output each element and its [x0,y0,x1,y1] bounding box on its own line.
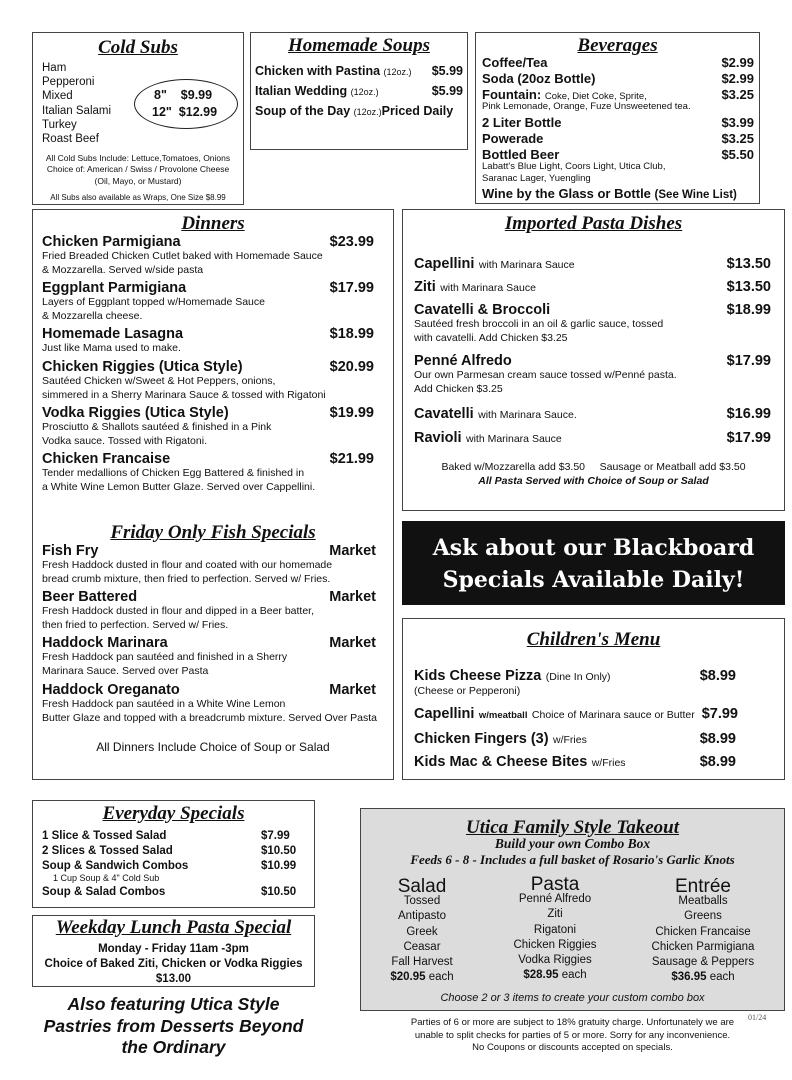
soup-row [255,104,463,124]
list-item: Greek [406,925,438,938]
item-name: Homemade Lasagna [42,326,184,342]
dinners-title: Dinners [181,213,245,234]
list-item: Chicken Parmigiana [651,940,755,953]
list-item: Penné Alfredo [518,893,592,906]
takeout-section [360,808,785,1011]
item-price: $17.99 [726,430,771,446]
beverage-name: Fountain: [482,87,542,102]
item-detail: with Marinara Sauce. [478,409,577,421]
special-price: $10.50 [261,886,297,898]
list-item: Antipasto [398,910,446,923]
beverage-name: Wine by the Glass or Bottle [482,186,651,201]
beverage-price: $2.99 [721,71,754,86]
combo-note: 1 Cup Soup & 4" Cold Sub [53,873,160,883]
note-line: (Oil, Mayo, or Mustard) [94,175,182,186]
takeout-feeds: Feeds 6 - 8 - Includes a full basket of Rosario's Garlic Knots [410,852,735,867]
item-desc: & Mozzarella. Served w/side pasta [42,263,204,276]
beverage-row [482,186,754,201]
takeout-column-entree [639,876,767,985]
menu-item [414,302,771,353]
list-item: Ziti [547,908,563,921]
column-each: each [561,969,587,982]
soup-name: Soup of the Day [255,104,351,118]
beverage-price: $3.25 [721,131,754,146]
item-desc: a White Wine Lemon Butter Glaze. Served over Cappellini. [42,480,316,493]
beverage-detail: Saranac Lager, Yuengling [482,172,591,184]
list-item: Vodka Riggies [518,954,592,967]
item-desc: with cavatelli. Add Chicken $3.25 [414,331,568,344]
special-row [42,845,297,860]
everyday-section [32,800,315,908]
item-desc: bread crumb mixture, then fried to perfection. Served w/ Fries. [42,572,331,585]
soup-row [255,84,463,104]
beverage-detail: Coke, Diet Coke, Sprite, [544,91,647,102]
lunch-line: Monday - Friday 11am -3pm [98,943,249,955]
special-price: $10.99 [261,860,297,872]
column-price: $20.95 [390,971,426,984]
column-head: Pasta [530,874,580,895]
soup-price: $5.99 [431,64,463,78]
item-detail: with Marinara Sauce [478,259,575,271]
beverage-note: (See Wine List) [654,189,737,201]
item-name: Ziti [414,279,436,295]
menu-item [414,353,771,405]
item-desc: Fresh Haddock dusted in flour and dipped in a Beer batter, [42,605,315,617]
item-detail: w/Fries [553,734,587,746]
menu-item [414,405,771,429]
beverages-title: Beverages [577,35,658,56]
menu-item [414,278,771,302]
item-price: $17.99 [726,353,771,369]
soup-size: (12oz.) [383,67,412,77]
item-name: Vodka Riggies (Utica Style) [42,405,229,421]
beverage-row [482,87,754,101]
size-label: 12" [152,105,172,119]
beverage-name: Powerade [482,131,544,146]
menu-item [42,234,374,280]
item-name: Haddock Oreganato [42,682,180,698]
item-desc: (Cheese or Pepperoni) [414,685,521,697]
menu-item [414,429,771,451]
list-item: Chicken Riggies [513,938,597,951]
item-desc: Tender medallions of Chicken Egg Battered & finished in [42,467,305,479]
list-item: Ceasar [403,940,441,953]
item-price: $13.50 [726,279,771,295]
item-name: Cavatelli [414,406,474,422]
takeout-subtitle: Build your own Combo Box [494,836,651,851]
menu-item [414,753,736,775]
pasta-title: Imported Pasta Dishes [504,213,683,234]
list-item: Fall Harvest [391,956,453,969]
item-name: Kids Cheese Pizza [414,668,542,684]
policy-line: Parties of 6 or more are subject to 18% gratuity charge. Unfortunately we are [410,1017,735,1028]
beverage-row [482,147,754,161]
beverage-detail: Pink Lemonade, Orange, Fuze Unsweetened tea. [482,101,691,112]
column-head: Entrée [675,876,731,897]
beverage-price: $3.25 [721,87,754,102]
everyday-title: Everyday Specials [102,803,245,824]
blackboard-line: Specials Available Daily! [442,567,745,593]
special-name: Soup & Sandwich Combos [42,860,189,872]
item-name: Chicken Parmigiana [42,234,181,250]
beverage-row [482,55,754,71]
menu-item [42,326,374,359]
item-detail: with Marinara Sauce [466,433,562,445]
list-item: Tossed [403,895,441,908]
soup-size: (12oz.) [353,107,382,117]
beverage-row [482,131,754,147]
beverage-name: Bottled Beer [482,147,560,162]
item-price: $20.99 [329,359,374,375]
item-price: $19.99 [329,405,374,421]
fish-note: All Dinners Include Choice of Soup or Salad [96,740,330,754]
item-desc: Marinara Sauce. Served over Pasta [42,664,209,677]
item-name: Penné Alfredo [414,353,512,369]
pastries-line: Pastries from Desserts Beyond [43,1015,304,1036]
item-price: $8.99 [699,754,736,770]
item-price: $18.99 [726,302,771,318]
lunch-price: $13.00 [155,973,192,985]
size-price: $12.99 [178,105,218,119]
item-name: Capellini [414,706,475,722]
item-name: Cavatelli & Broccoli [414,302,551,318]
list-item: Ham [42,62,67,74]
item-desc: Vodka sauce. Tossed with Rigatoni. [42,434,207,447]
menu-item [42,451,374,497]
soup-price: $5.99 [431,84,463,98]
item-name: Fish Fry [42,543,99,559]
beverage-price: $3.99 [721,115,754,130]
dinners-section [32,209,394,780]
item-price: Market [329,682,376,698]
item-name: Chicken Fingers (3) [414,731,549,747]
special-name: 2 Slices & Tossed Salad [42,845,173,857]
menu-item [42,543,376,589]
wrap-note: All Subs also available as Wraps, One Size $8.99 [50,193,226,202]
blackboard-line: Ask about our Blackboard [432,535,755,561]
item-price: $8.99 [699,731,736,747]
item-price: $7.99 [701,706,738,722]
item-price: $16.99 [726,406,771,422]
item-desc: Fresh Haddock pan sautéed and finished in a Sherry [42,651,288,663]
menu-item [414,667,736,685]
column-head: Salad [397,876,447,897]
item-desc: Fresh Haddock dusted in flour and coated with our homemade [42,559,333,571]
item-desc: Just like Mama used to make. [42,342,181,354]
cold-subs-list [42,61,111,146]
blackboard-banner [402,521,785,605]
item-detail: Choice of Marinara sauce or Butter [531,709,695,721]
soup-price: Priced Daily [381,104,454,118]
item-desc: Add Chicken $3.25 [414,382,503,395]
item-desc: Butter Glaze and topped with a breadcrumb mixture. Served Over Pasta [42,711,378,724]
takeout-column-salad [371,876,473,985]
soup-row [255,64,463,84]
pasta-note: All Pasta Served with Choice of Soup or Salad [478,475,709,487]
lunch-section [32,915,315,987]
menu-item [42,280,374,326]
special-price: $10.50 [261,845,297,857]
lunch-title: Weekday Lunch Pasta Special [55,917,292,938]
item-name: Beer Battered [42,589,138,605]
column-price: $28.95 [523,969,559,982]
sub-size-oval [134,79,238,129]
fish-title: Friday Only Fish Specials [110,522,316,543]
item-desc: & Mozzarella cheese. [42,309,143,322]
item-name: Chicken Riggies (Utica Style) [42,359,243,375]
policy-line: No Coupons or discounts accepted on specials. [472,1042,673,1053]
takeout-title: Utica Family Style Takeout [465,817,680,838]
pasta-section [402,209,785,511]
beverage-row [482,115,754,131]
size-price: $9.99 [180,88,213,102]
item-price: $8.99 [699,668,736,684]
soup-size: (12oz.) [350,87,379,97]
soup-name: Chicken with Pastina [255,64,381,78]
pastries-line: Also featuring Utica Style [67,994,280,1014]
item-name: Capellini [414,256,475,272]
item-desc: simmered in a Sherry Marinara Sauce & tossed with Rigatoni [42,388,326,401]
children-title: Children's Menu [526,629,661,650]
item-desc: Fried Breaded Chicken Cutlet baked with Homemade Sauce [42,250,323,262]
item-desc: then fried to perfection. Served w/ Fries. [42,618,229,631]
item-desc: Sautéed Chicken w/Sweet & Hot Peppers, onions, [42,375,276,387]
list-item: Rigatoni [533,923,577,936]
list-item: Mixed [42,90,73,103]
item-name: Chicken Francaise [42,451,171,467]
beverages-section [475,32,760,204]
soups-section [250,32,468,150]
special-row [42,830,297,845]
size-label: 8" [154,88,167,102]
item-detail: (Dine In Only) [545,671,611,683]
list-item: Italian Salami [42,104,112,117]
item-price: $18.99 [329,326,374,342]
item-detail: w/meatball [478,710,528,721]
takeout-column-pasta [495,874,615,983]
cold-subs-section [32,32,244,205]
list-item: Meatballs [678,895,728,908]
menu-item [414,705,738,730]
column-price: $36.95 [671,971,707,984]
item-price: Market [329,543,376,559]
item-name: Kids Mac & Cheese Bites [414,754,588,770]
list-item: Turkey [42,118,77,131]
column-each: each [709,971,735,984]
beverage-name: Coffee/Tea [482,55,548,70]
beverage-row [482,71,754,87]
item-desc: Our own Parmesan cream sauce tossed w/Penné pasta. [414,369,677,381]
item-name: Eggplant Parmigiana [42,280,187,296]
item-price: Market [329,635,376,651]
menu-item [42,682,376,728]
children-section [402,618,785,780]
takeout-choose: Choose 2 or 3 items to create your custom combo box [440,992,705,1004]
note-line: Choice of: American / Swiss / Provolone Cheese [46,164,230,175]
item-desc: Fresh Haddock pan sautéed in a White Wine Lemon [42,698,286,710]
beverage-name: Soda (20oz Bottle) [482,71,596,86]
menu-item [414,255,771,278]
item-price: $21.99 [329,451,374,467]
menu-item [42,405,374,451]
pastries-line: the Ordinary [121,1037,226,1057]
menu-item [42,359,374,405]
pasta-addons: Baked w/Mozzarella add $3.50 Sausage or Meatball add $3.50 [441,461,746,473]
item-price: Market [329,589,376,605]
list-item: Roast Beef [42,133,99,146]
item-detail: w/Fries [591,757,626,769]
lunch-line: Choice of Baked Ziti, Chicken or Vodka Riggies [44,958,303,970]
item-name: Haddock Marinara [42,635,168,651]
list-item: Greens [684,910,722,923]
menu-item [414,730,736,753]
note-line: All Cold Subs Include: Lettuce,Tomatoes, Onions [45,153,231,163]
soup-name: Italian Wedding [255,84,348,98]
list-item: Pepperoni [42,76,95,89]
column-each: each [428,971,454,984]
special-row [42,860,297,873]
item-detail: with Marinara Sauce [440,282,536,294]
item-desc: Sautéed fresh broccoli in an oil & garlic sauce, tossed [414,318,664,330]
soups-title: Homemade Soups [288,35,430,56]
item-price: $23.99 [329,234,374,250]
item-price: $13.50 [726,256,771,272]
item-name: Ravioli [414,430,462,446]
beverage-price: $5.50 [721,147,754,162]
menu-code: 01/24 [748,1013,767,1022]
item-desc: Layers of Eggplant topped w/Homemade Sauce [42,296,265,308]
beverage-detail: Labatt's Blue Light, Coors Light, Utica Club, [482,161,666,172]
pastries-note [32,994,315,1059]
menu-item [42,635,376,682]
item-price: $17.99 [329,280,374,296]
policy-note [370,1017,775,1055]
menu-item [42,589,376,635]
list-item: Chicken Francaise [655,925,751,938]
list-item: Sausage & Peppers [651,956,755,969]
policy-line: unable to split checks for parties of 5 or more. Sorry for any inconvenience. [414,1029,731,1041]
special-row [42,886,297,898]
special-price: $7.99 [261,830,290,842]
beverage-price: $2.99 [721,55,754,70]
item-desc: Prosciutto & Shallots sautéed & finished in a Pink [42,421,272,433]
special-name: Soup & Salad Combos [42,886,166,898]
cold-subs-note [33,153,243,187]
special-name: 1 Slice & Tossed Salad [42,830,167,842]
cold-subs-title: Cold Subs [98,37,178,58]
beverage-name: 2 Liter Bottle [482,115,562,130]
